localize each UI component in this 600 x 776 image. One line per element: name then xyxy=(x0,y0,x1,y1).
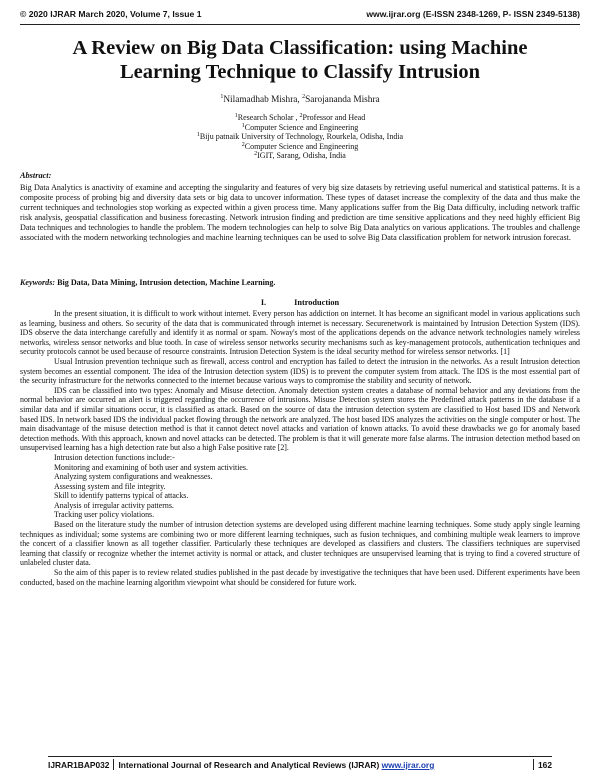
title-line-2: Learning Technique to Classify Intrusion xyxy=(120,61,480,83)
title-line-1: A Review on Big Data Classification: using Machine xyxy=(72,37,528,59)
paragraph-3: IDS can be classified into two types: Anomaly and Misuse detection. Anomaly detection system creates a database of normal behavior and any deviations from the normal behavior are occurred an alert is triggered regarding the occurrence of intrusions. Misuse Detection system stores the Predefined attack patterns in the database if a similar data and if similar situations occur, it is classified as attack. Based on the source of data the intrusion detection system are classified to Host based IDS and Network based IDS. In network based IDS the individual packet flowing through the network are analyzed. The host based IDS analyzes the activities on the single computer or host. The main disadvantage of the misuse detection method is that it cannot detect novel attacks and variation of known attacks. To avoid these drawbacks we go for anomaly based detection methods. With this approach, known and novel attacks can be detected. The problem is that it will generate more false alarms. The intrusion detection method based on unsupervised learning has a high detection rate but also a high False positive rate [2]. xyxy=(20,385,580,453)
functions-intro: Intrusion detection functions include:- xyxy=(54,452,175,462)
page-number: 162 xyxy=(538,760,552,770)
keywords-label: Keywords: xyxy=(20,278,56,287)
paragraph-1: In the present situation, it is difficult to work without internet. Every person has addiction on internet. It has become an significant model in various applications such as learning, business and others. So security of the data that is communicated through internet is necessary. Securenetwork is maintained by Intrusion Detection System (IDS). IDS observe the data interchange carefully and identify it as normal or spam. Noway's most of the applications depends on the advance network technologies namely wireless networks, wireless sensor networks and blue tooth. In case of wireless sensor networks security mechanisms such as key-management protocols, authentication techniques and security protocols cannot be used because of resource constraints. Intrusion Detection System is the ideal security method for wireless sensor networks. [1] xyxy=(20,309,580,357)
functions-list xyxy=(20,463,580,521)
section-heading-introduction xyxy=(0,298,600,307)
affiliation-line-1 xyxy=(0,123,600,133)
running-footer xyxy=(48,759,552,770)
author-1: Nilamadhab Mishra, xyxy=(223,95,303,105)
section-number: I. xyxy=(260,298,267,307)
paper-title xyxy=(20,36,580,84)
affiliation-4-sup: 2 xyxy=(254,151,258,158)
section-title: Introduction xyxy=(294,298,340,307)
author-list xyxy=(0,95,600,105)
affiliation-3-sup: 2 xyxy=(241,141,245,148)
affiliations xyxy=(0,113,600,161)
header-citation: © 2020 IJRAR March 2020, Volume 7, Issue 1 xyxy=(20,9,202,19)
paragraph-2: Usual Intrusion prevention technique such as firewall, access control and encryption has failed to detect the intrusion in the networks. As a result Intrusion detection system becomes an essential component. The idea of the Intrusion detection system (IDS) is to prevent the computer system from attack. The IDS is the most essential part of the security infrastructure for the networks connected to the internet because various ways to compromise the stability and security of network. xyxy=(20,356,580,386)
abstract-label: Abstract: xyxy=(20,171,52,180)
affiliation-2-text: Biju patnaik University of Technology, Rourkela, Odisha, India xyxy=(199,132,404,142)
affiliation-1-sup: 1 xyxy=(241,122,245,129)
list-item: Skill to identify patterns typical of attacks. xyxy=(54,491,189,501)
affiliation-2-sup: 1 xyxy=(196,132,200,139)
author-1-sup: 1 xyxy=(220,94,224,100)
affiliation-line-2 xyxy=(0,132,600,142)
footer-journal: International Journal of Research and Analytical Reviews (IJRAR) xyxy=(118,760,380,770)
keywords-values: Big Data, Data Mining, Intrusion detection, Machine Learning. xyxy=(57,278,276,287)
role-2-sup: 2 xyxy=(299,113,303,119)
header-issn: www.ijrar.org (E-ISSN 2348-1269, P- ISSN 2349-5138) xyxy=(366,9,580,19)
author-2: Sarojananda Mishra xyxy=(305,95,380,105)
list-item: Analysis of irregular activity patterns. xyxy=(54,500,174,510)
abstract-text: Big Data Analytics is anactivity of examine and accepting the singularity and features of very big size datasets by retrieving useful numerical and statistical patterns. It is a composite process of probing big and diversity data sets or big data to uncover information. These types of dataset increase the complexity of the data and thus make the current techniques and technologies stop working as expected within a given process time. Many applications suffer from the Big Data difficulty, including network traffic risk analysis, geospatial classification and business forecasting. Network intrusion finding and prediction are time sensitive applications and they need highly efficient Big Data techniques and technologies to handle the problem. The modern technologies can help to solve Big Data analytics on various applications. The troubles and challenge associated with the modern networking technologies and machine learning techniques can be used to solve Big Data classification problem for network intrusion forecast. xyxy=(20,183,580,242)
header-divider xyxy=(20,24,580,25)
keywords xyxy=(20,278,580,287)
affiliation-3-text: Computer Science and Engineering xyxy=(244,141,359,151)
list-item: Tracking user policy violations. xyxy=(54,510,155,520)
affiliation-line-4 xyxy=(0,151,600,161)
footer-journal-link[interactable]: www.ijrar.org xyxy=(381,760,435,770)
list-item: Analyzing system configurations and weaknesses. xyxy=(54,472,213,482)
footer-separator xyxy=(533,759,534,770)
affiliation-line-3 xyxy=(0,142,600,152)
footer-separator xyxy=(113,759,114,770)
page-number-group xyxy=(529,759,552,770)
list-item: Assessing system and file integrity. xyxy=(54,481,166,491)
introduction-body xyxy=(20,309,580,587)
role-2: Professor and Head xyxy=(302,113,366,122)
affiliation-1-text: Computer Science and Engineering xyxy=(244,122,359,132)
author-2-sup: 2 xyxy=(302,94,306,100)
author-roles xyxy=(0,113,600,123)
list-item: Monitoring and examining of both user and system activities. xyxy=(54,462,248,472)
affiliation-4-text: IGIT, Sarang, Odisha, India xyxy=(257,151,346,161)
running-header xyxy=(20,9,580,23)
role-1: Research Scholar , xyxy=(237,113,300,122)
footer-paper-id: IJRAR1BAP032 xyxy=(48,760,110,770)
paragraph-4: Based on the literature study the number of intrusion detection systems are developed using different machine learning techniques. Some study apply single learning techniques as individual; some systems are combining two or more different learning techniques, such as fusion techniques, and combining multiple weak learners to improve the concert of a classifier known as all together classifier. Particularly these techniques are developed as classifiers and clusters. The classifiers techniques are supervised learning that classify or recognize whether the internet activity is normal or attack, and cluster techniques are unsupervised learning that is trying to find a covered structure of unlabeled cluster data. xyxy=(20,520,580,568)
role-1-sup: 1 xyxy=(234,113,238,119)
footer-divider xyxy=(48,756,552,757)
paragraph-5: So the aim of this paper is to review related studies published in the past decade by investigative the techniques that have been used. Different experiments have been conducted, based on the machine learning algorithm viewpoint what should be considered for future work. xyxy=(20,568,580,587)
